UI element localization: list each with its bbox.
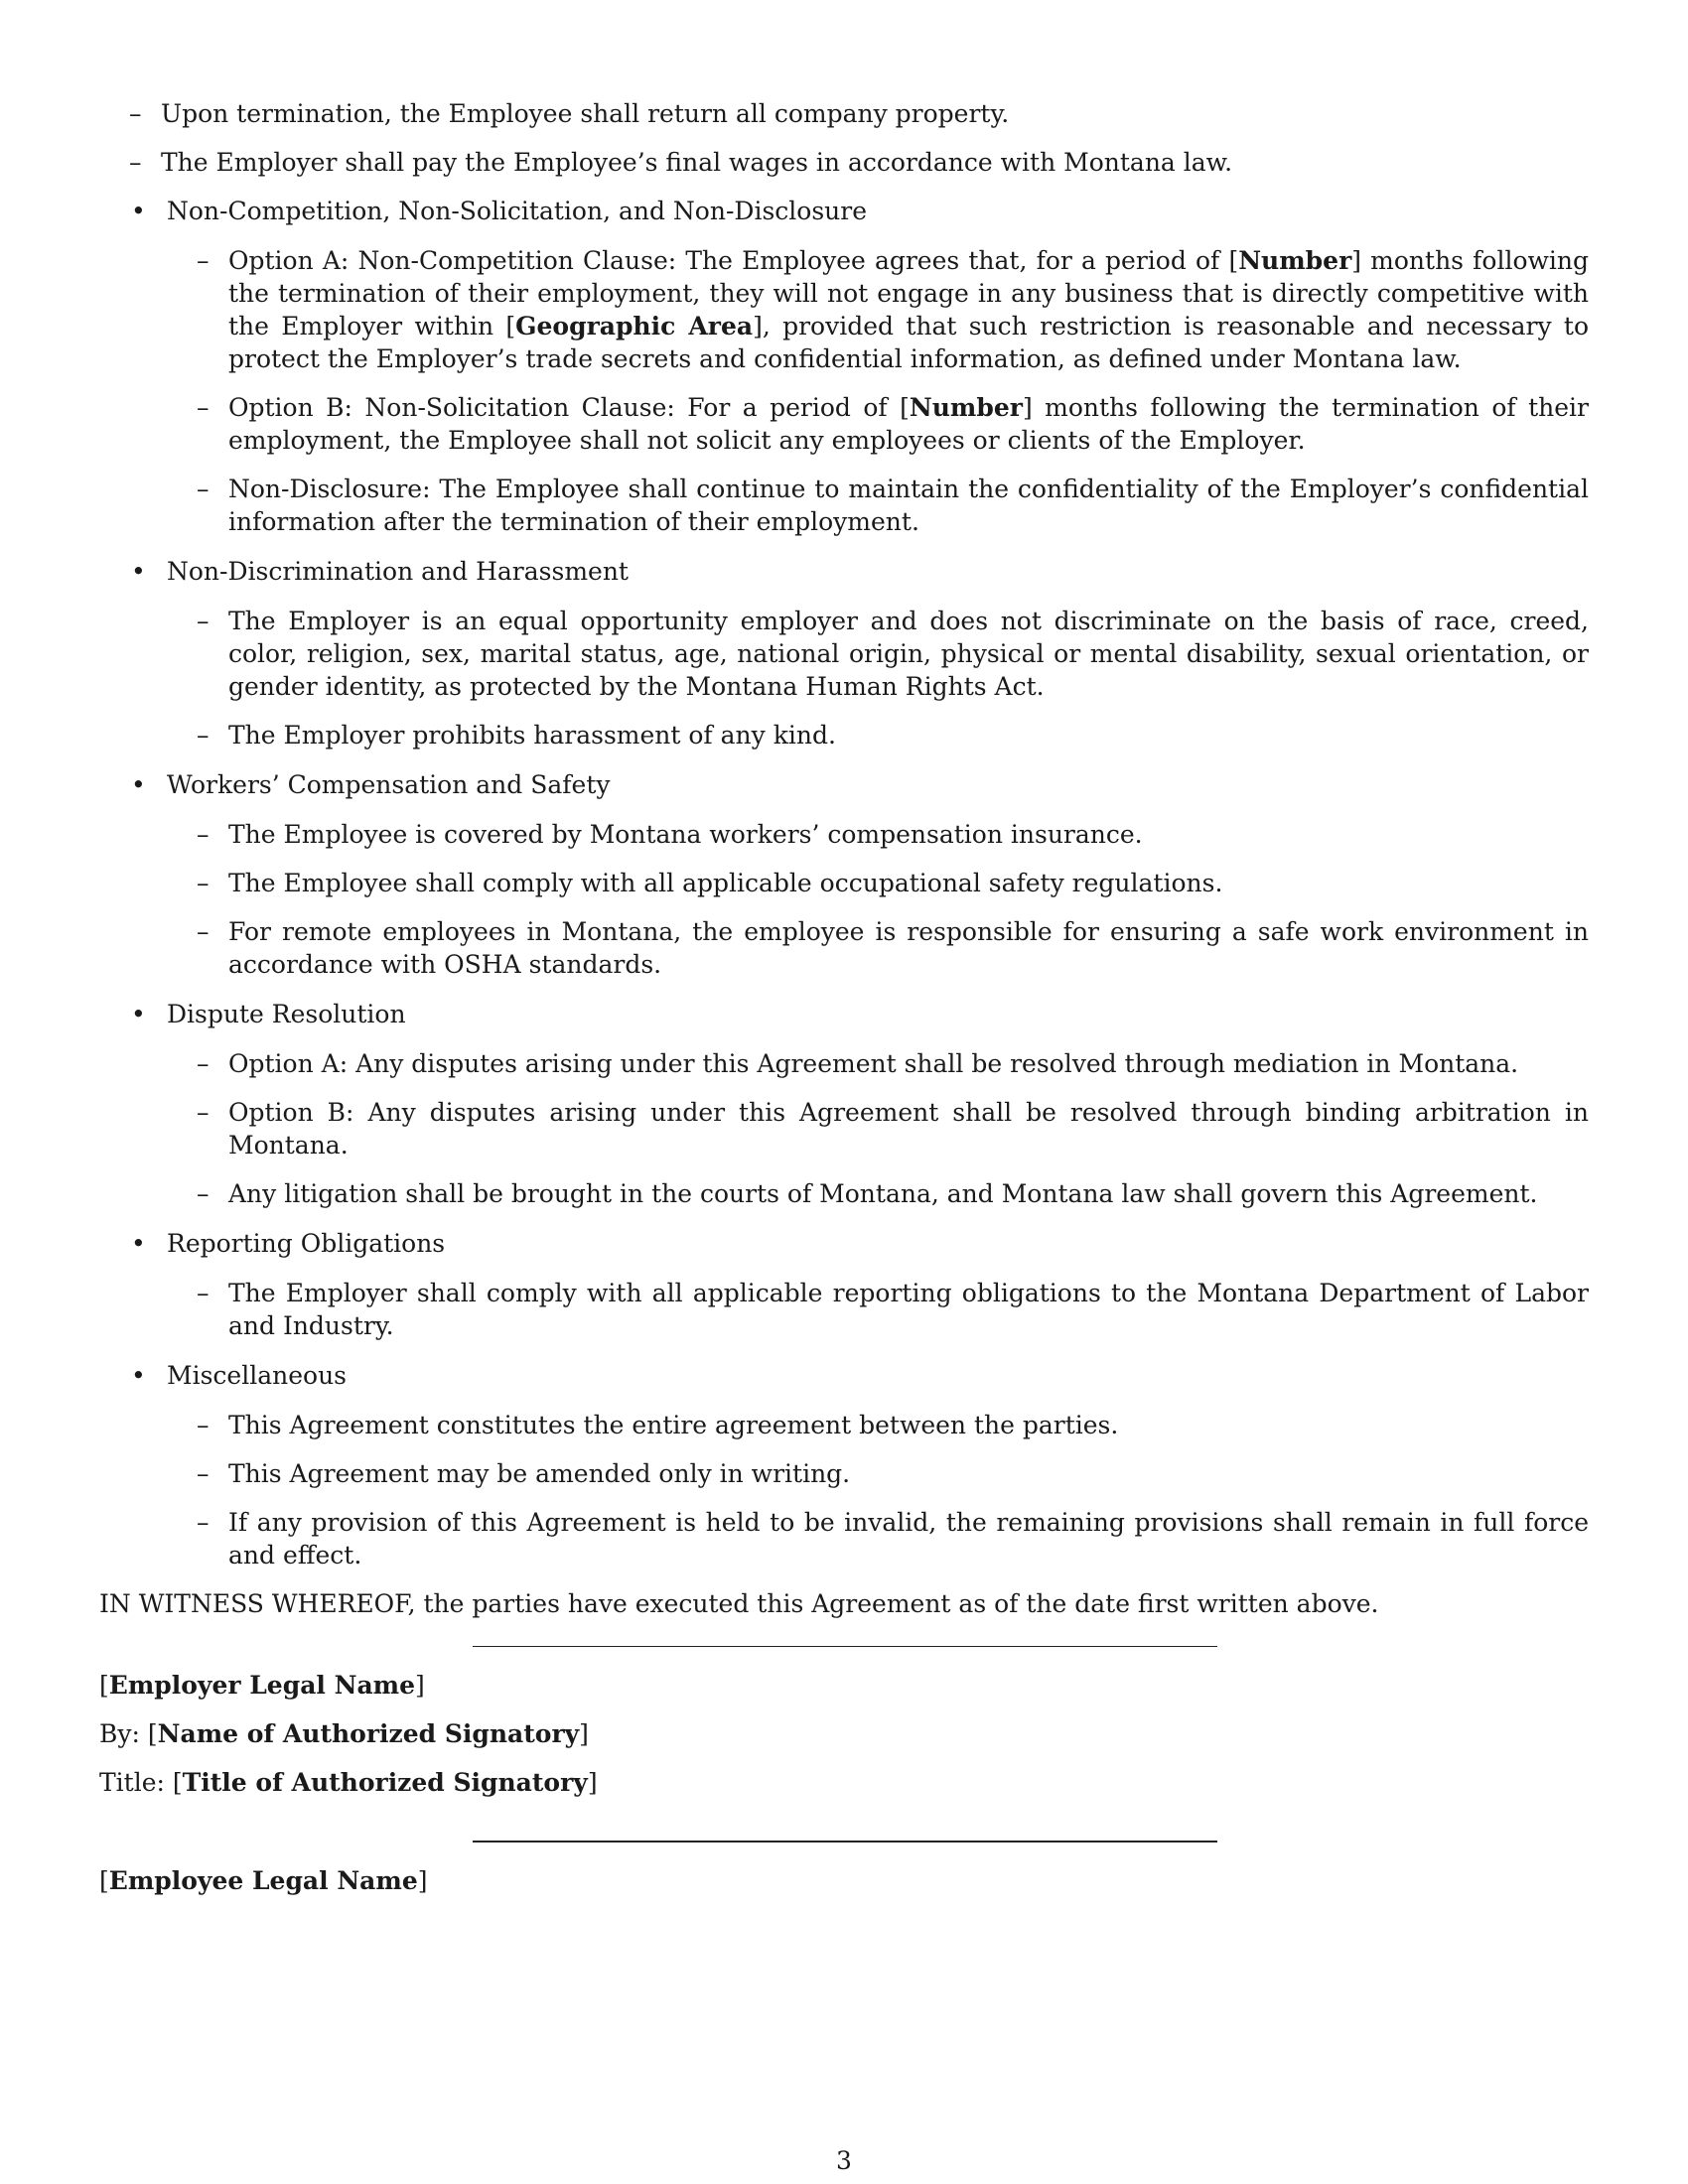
dash-marker: – bbox=[129, 99, 142, 128]
section-title: Non-Competition, Non-Solicitation, and Non-Disclosure bbox=[167, 197, 867, 225]
bullet-marker: • bbox=[131, 1229, 146, 1258]
dash-marker: – bbox=[197, 475, 210, 503]
bullet-marker: • bbox=[131, 1000, 146, 1028]
list-item: – The Employer shall pay the Employee’s final wages in accordance with Montana law. bbox=[129, 148, 1233, 177]
list-item: – For remote employees in Montana, the employee is responsible for ensuring a safe work environment in accordance with OSHA standards. bbox=[197, 917, 1589, 979]
dash-marker: – bbox=[197, 721, 210, 750]
list-item: – The Employer prohibits harassment of any kind. bbox=[197, 721, 836, 750]
dash-marker: – bbox=[197, 917, 210, 946]
bullet-marker: • bbox=[131, 557, 146, 586]
bullet-marker: • bbox=[131, 197, 146, 225]
list-item: – Option B: Any disputes arising under this Agreement shall be resolved through binding arbitration in Montana. bbox=[197, 1098, 1589, 1160]
section-title: Reporting Obligations bbox=[167, 1229, 446, 1258]
document-body bbox=[99, 97, 1589, 1913]
list-item: – The Employer shall comply with all applicable reporting obligations to the Montana Department of Labor and Industry. bbox=[197, 1279, 1589, 1340]
list-item: – This Agreement may be amended only in writing. bbox=[197, 1459, 851, 1488]
section-title: Workers’ Compensation and Safety bbox=[167, 770, 611, 799]
page-number: 3 bbox=[836, 2146, 852, 2175]
section-nondiscrimination bbox=[99, 555, 1589, 751]
dash-marker: – bbox=[197, 1411, 210, 1439]
employer-signature-block bbox=[99, 1669, 1589, 1799]
list-item: – Upon termination, the Employee shall return all company property. bbox=[129, 99, 1010, 128]
placeholder: Number bbox=[1238, 246, 1352, 275]
list-item: – The Employee shall comply with all applicable occupational safety regulations. bbox=[197, 869, 1223, 897]
list-item: – Option B: Non-Solicitation Clause: For a period of [Number] months following the termination of their employment, the Employee shall not solicit any employees or clients of the Employer. bbox=[197, 393, 1589, 455]
dash-marker: – bbox=[197, 1179, 210, 1208]
list-item: – If any provision of this Agreement is held to be invalid, the remaining provisions shall remain in full force and effect. bbox=[197, 1508, 1589, 1570]
dash-marker: – bbox=[197, 1098, 210, 1127]
termination-continued-list bbox=[99, 97, 1589, 179]
dash-marker: – bbox=[197, 393, 210, 422]
employer-name: [Employer Legal Name] bbox=[99, 1671, 425, 1700]
bullet-marker: • bbox=[131, 770, 146, 799]
dash-marker: – bbox=[197, 869, 210, 897]
list-item: – The Employee is covered by Montana workers’ compensation insurance. bbox=[197, 820, 1143, 849]
dash-marker: – bbox=[197, 607, 210, 635]
list-item: – Option A: Any disputes arising under this Agreement shall be resolved through mediation in Montana. bbox=[197, 1049, 1519, 1078]
section-list bbox=[99, 195, 1589, 1571]
list-item: – Non-Disclosure: The Employee shall continue to maintain the confidentiality of the Employer’s confidential information after the termination of their employment. bbox=[197, 475, 1589, 536]
dash-marker: – bbox=[197, 1508, 210, 1537]
section-noncompete bbox=[99, 195, 1589, 538]
employer-signatory-title: Title: [Title of Authorized Signatory] bbox=[99, 1768, 598, 1797]
employee-name: [Employee Legal Name] bbox=[99, 1866, 428, 1895]
section-miscellaneous bbox=[99, 1359, 1589, 1571]
employee-signature-block bbox=[99, 1864, 1589, 1897]
list-item: – Option A: Non-Competition Clause: The Employee agrees that, for a period of [Number] months following the termination of their employment, they will not engage in any business that is directly competitive with the Employer within [Geographic Area], provided that such restriction is reasonable and necessary to protect the Employer’s trade secrets and confidential information, as defined under Montana law. bbox=[197, 246, 1589, 373]
dash-marker: – bbox=[197, 1279, 210, 1307]
placeholder: Number bbox=[909, 393, 1023, 422]
placeholder: Geographic Area bbox=[515, 312, 754, 341]
dash-marker: – bbox=[197, 820, 210, 849]
dash-marker: – bbox=[197, 1459, 210, 1488]
list-item: – Any litigation shall be brought in the courts of Montana, and Montana law shall govern this Agreement. bbox=[197, 1179, 1538, 1208]
dash-marker: – bbox=[197, 1049, 210, 1078]
witness-statement: IN WITNESS WHEREOF, the parties have executed this Agreement as of the date first written above. bbox=[99, 1589, 1379, 1618]
bullet-marker: • bbox=[131, 1361, 146, 1390]
employer-signatory: By: [Name of Authorized Signatory] bbox=[99, 1719, 589, 1748]
section-dispute-resolution bbox=[99, 998, 1589, 1210]
list-item: – The Employer is an equal opportunity employer and does not discriminate on the basis of race, creed, color, religion, sex, marital status, age, national origin, physical or mental disability, sexual orientation, or gender identity, as protected by the Montana Human Rights Act. bbox=[197, 607, 1589, 701]
dash-marker: – bbox=[129, 148, 142, 177]
employer-signature-line bbox=[473, 1646, 1217, 1647]
section-reporting bbox=[99, 1227, 1589, 1342]
section-title: Miscellaneous bbox=[167, 1361, 347, 1390]
list-item: – This Agreement constitutes the entire agreement between the parties. bbox=[197, 1411, 1119, 1439]
section-title: Non-Discrimination and Harassment bbox=[167, 557, 629, 586]
dash-marker: – bbox=[197, 246, 210, 275]
section-workers-comp bbox=[99, 768, 1589, 981]
employee-signature-line bbox=[473, 1841, 1217, 1843]
section-title: Dispute Resolution bbox=[167, 1000, 406, 1028]
